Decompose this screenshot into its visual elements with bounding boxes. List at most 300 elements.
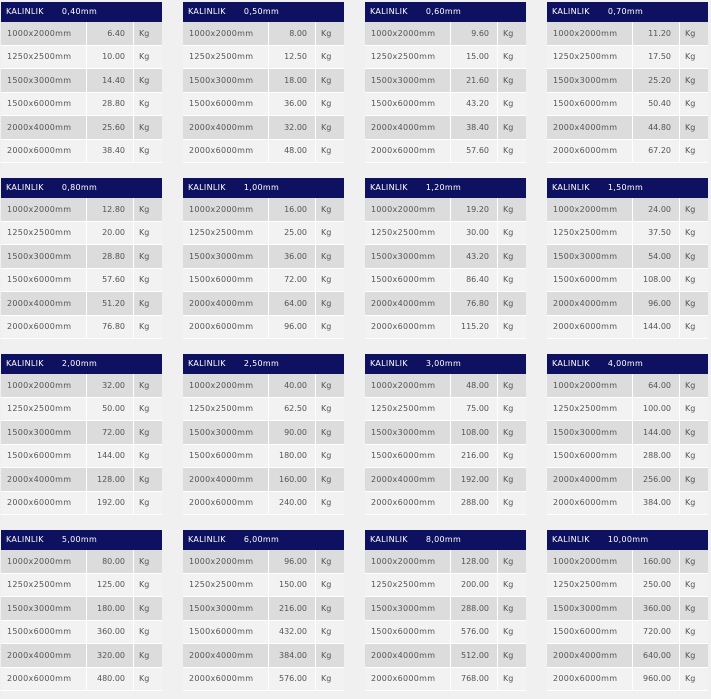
table-row [1, 292, 162, 316]
table-header [183, 178, 344, 198]
weight-value: 8.00 [269, 22, 316, 45]
weight-value: 180.00 [87, 597, 134, 620]
sheet-size: 1500x6000mm [547, 269, 633, 292]
table-row [365, 574, 526, 598]
header-label: KALINLIK [370, 535, 408, 544]
table-header [365, 2, 526, 22]
table-row [1, 468, 162, 492]
sheet-size: 2000x6000mm [547, 668, 633, 691]
weight-value: 25.20 [633, 69, 680, 92]
table-row [547, 445, 708, 469]
table-row [547, 398, 708, 422]
weight-value: 576.00 [269, 668, 316, 691]
weight-value: 76.80 [451, 292, 498, 315]
weight-unit: Kg [503, 322, 514, 332]
sheet-size: 1500x3000mm [547, 245, 633, 268]
weight-value: 10.00 [87, 46, 134, 69]
table-row [547, 116, 708, 140]
thickness-value: 5,00mm [61, 535, 98, 544]
sheet-size: 2000x6000mm [547, 140, 633, 163]
weight-value: 28.80 [87, 93, 134, 116]
weight-table [183, 178, 344, 339]
weight-value: 115.20 [451, 316, 498, 339]
sheet-size: 1250x2500mm [547, 398, 633, 421]
table-row [1, 374, 162, 398]
sheet-size: 1500x6000mm [365, 93, 451, 116]
sheet-size: 1500x3000mm [1, 69, 87, 92]
sheet-size: 2000x6000mm [1, 316, 87, 339]
table-row [365, 116, 526, 140]
weight-value: 32.00 [87, 374, 134, 397]
weight-unit: Kg [685, 404, 696, 414]
weight-value: 96.00 [269, 316, 316, 339]
table-header [365, 530, 526, 550]
weight-unit: Kg [321, 204, 332, 214]
weight-value: 360.00 [87, 621, 134, 644]
weight-value: 12.80 [87, 198, 134, 221]
table-row [183, 222, 344, 246]
table-row [547, 22, 708, 46]
weight-value: 32.00 [269, 116, 316, 139]
sheet-size: 1000x2000mm [547, 374, 633, 397]
weight-unit: Kg [503, 404, 514, 414]
weight-unit: Kg [321, 28, 332, 38]
weight-value: 108.00 [633, 269, 680, 292]
header-label: KALINLIK [6, 359, 44, 368]
weight-value: 17.50 [633, 46, 680, 69]
weight-unit: Kg [139, 404, 150, 414]
sheet-size: 2000x6000mm [365, 316, 451, 339]
table-row [183, 597, 344, 621]
weight-unit: Kg [321, 75, 332, 85]
table-header [183, 354, 344, 374]
sheet-size: 2000x4000mm [547, 292, 633, 315]
table-row [1, 668, 162, 692]
table-header [547, 530, 708, 550]
weight-value: 240.00 [269, 492, 316, 515]
table-row [183, 116, 344, 140]
weight-unit: Kg [139, 650, 150, 660]
table-row [183, 198, 344, 222]
thickness-value: 10,00mm [607, 535, 649, 544]
weight-value: 28.80 [87, 245, 134, 268]
sheet-size: 1000x2000mm [547, 198, 633, 221]
weight-unit: Kg [321, 404, 332, 414]
table-row [183, 93, 344, 117]
weight-unit: Kg [139, 99, 150, 109]
sheet-size: 1500x6000mm [183, 269, 269, 292]
table-row [1, 316, 162, 340]
weight-unit: Kg [139, 52, 150, 62]
thickness-value: 1,20mm [425, 183, 462, 192]
sheet-size: 2000x6000mm [183, 140, 269, 163]
weight-unit: Kg [685, 146, 696, 156]
weight-value: 25.00 [269, 222, 316, 245]
weight-table [183, 530, 344, 691]
table-row [547, 492, 708, 516]
weight-unit: Kg [685, 275, 696, 285]
sheet-size: 2000x6000mm [365, 492, 451, 515]
sheet-size: 1500x6000mm [1, 269, 87, 292]
weight-unit: Kg [139, 474, 150, 484]
thickness-value: 2,00mm [61, 359, 98, 368]
sheet-size: 1500x3000mm [183, 597, 269, 620]
weight-value: 192.00 [87, 492, 134, 515]
table-row [183, 421, 344, 445]
weight-unit: Kg [321, 474, 332, 484]
table-row [183, 445, 344, 469]
table-header [547, 2, 708, 22]
weight-unit: Kg [685, 556, 696, 566]
weight-unit: Kg [321, 650, 332, 660]
weight-unit: Kg [685, 427, 696, 437]
sheet-size: 1500x3000mm [365, 597, 451, 620]
weight-unit: Kg [321, 451, 332, 461]
header-label: KALINLIK [6, 7, 44, 16]
weight-value: 15.00 [451, 46, 498, 69]
weight-value: 288.00 [451, 597, 498, 620]
sheet-size: 1000x2000mm [547, 22, 633, 45]
weight-value: 360.00 [633, 597, 680, 620]
table-row [1, 621, 162, 645]
weight-unit: Kg [321, 52, 332, 62]
weight-unit: Kg [321, 322, 332, 332]
weight-value: 9.60 [451, 22, 498, 45]
thickness-value: 3,00mm [425, 359, 462, 368]
sheet-size: 2000x4000mm [1, 116, 87, 139]
table-row [547, 245, 708, 269]
weight-value: 72.00 [87, 421, 134, 444]
sheet-size: 1500x6000mm [1, 93, 87, 116]
weight-value: 150.00 [269, 574, 316, 597]
weight-value: 720.00 [633, 621, 680, 644]
sheet-size: 1500x6000mm [547, 445, 633, 468]
table-row [183, 550, 344, 574]
weight-value: 512.00 [451, 644, 498, 667]
table-row [1, 269, 162, 293]
table-row [365, 668, 526, 692]
table-row [183, 492, 344, 516]
weight-unit: Kg [139, 380, 150, 390]
table-row [365, 22, 526, 46]
weight-value: 16.00 [269, 198, 316, 221]
weight-unit: Kg [685, 298, 696, 308]
weight-value: 288.00 [633, 445, 680, 468]
weight-value: 11.20 [633, 22, 680, 45]
table-row [547, 374, 708, 398]
table-row [1, 574, 162, 598]
weight-table [365, 2, 526, 163]
table-row [547, 597, 708, 621]
weight-unit: Kg [503, 275, 514, 285]
table-row [1, 140, 162, 164]
weight-value: 144.00 [633, 316, 680, 339]
sheet-size: 1000x2000mm [183, 22, 269, 45]
weight-unit: Kg [321, 99, 332, 109]
weight-unit: Kg [503, 498, 514, 508]
weight-unit: Kg [685, 75, 696, 85]
table-row [183, 398, 344, 422]
weight-unit: Kg [685, 204, 696, 214]
table-row [1, 116, 162, 140]
sheet-size: 1250x2500mm [183, 574, 269, 597]
weight-unit: Kg [685, 380, 696, 390]
table-row [365, 550, 526, 574]
weight-unit: Kg [685, 498, 696, 508]
sheet-size: 1500x3000mm [183, 69, 269, 92]
weight-unit: Kg [321, 228, 332, 238]
table-row [547, 69, 708, 93]
weight-table [1, 354, 162, 515]
weight-unit: Kg [139, 322, 150, 332]
table-row [365, 46, 526, 70]
sheet-size: 1000x2000mm [183, 198, 269, 221]
table-row [1, 245, 162, 269]
weight-value: 108.00 [451, 421, 498, 444]
weight-value: 192.00 [451, 468, 498, 491]
weight-unit: Kg [503, 627, 514, 637]
weight-value: 18.00 [269, 69, 316, 92]
table-row [365, 245, 526, 269]
table-row [547, 292, 708, 316]
table-row [365, 269, 526, 293]
weight-value: 36.00 [269, 245, 316, 268]
weight-value: 432.00 [269, 621, 316, 644]
sheet-size: 2000x6000mm [1, 140, 87, 163]
weight-unit: Kg [503, 603, 514, 613]
weight-unit: Kg [321, 298, 332, 308]
table-row [183, 46, 344, 70]
sheet-size: 1000x2000mm [1, 374, 87, 397]
table-row [365, 398, 526, 422]
sheet-size: 1000x2000mm [547, 550, 633, 573]
table-row [183, 292, 344, 316]
weight-value: 96.00 [269, 550, 316, 573]
weight-unit: Kg [139, 228, 150, 238]
thickness-value: 0,80mm [61, 183, 98, 192]
weight-table [547, 530, 708, 691]
weight-table [365, 178, 526, 339]
thickness-value: 1,00mm [243, 183, 280, 192]
weight-unit: Kg [685, 251, 696, 261]
weight-unit: Kg [503, 674, 514, 684]
weight-value: 216.00 [269, 597, 316, 620]
table-row [365, 374, 526, 398]
weight-value: 80.00 [87, 550, 134, 573]
weight-unit: Kg [139, 427, 150, 437]
sheet-size: 1500x3000mm [1, 245, 87, 268]
sheet-size: 2000x4000mm [365, 292, 451, 315]
sheet-size: 1000x2000mm [1, 22, 87, 45]
weight-unit: Kg [503, 251, 514, 261]
table-header [365, 178, 526, 198]
sheet-size: 1500x6000mm [547, 93, 633, 116]
sheet-size: 2000x4000mm [1, 292, 87, 315]
weight-unit: Kg [685, 580, 696, 590]
weight-unit: Kg [685, 228, 696, 238]
weight-value: 20.00 [87, 222, 134, 245]
table-row [1, 69, 162, 93]
table-row [365, 468, 526, 492]
table-row [365, 644, 526, 668]
table-row [547, 140, 708, 164]
weight-unit: Kg [503, 99, 514, 109]
weight-unit: Kg [503, 650, 514, 660]
sheet-size: 1500x6000mm [1, 445, 87, 468]
table-row [183, 316, 344, 340]
weight-unit: Kg [685, 99, 696, 109]
weight-unit: Kg [685, 322, 696, 332]
sheet-size: 1250x2500mm [547, 222, 633, 245]
table-row [365, 597, 526, 621]
weight-table [547, 354, 708, 515]
weight-unit: Kg [685, 650, 696, 660]
weight-unit: Kg [503, 556, 514, 566]
weight-table [365, 354, 526, 515]
weight-unit: Kg [503, 474, 514, 484]
weight-unit: Kg [503, 298, 514, 308]
thickness-value: 6,00mm [243, 535, 280, 544]
table-row [547, 198, 708, 222]
thickness-value: 0,50mm [243, 7, 280, 16]
table-header [547, 178, 708, 198]
table-row [183, 668, 344, 692]
table-row [547, 468, 708, 492]
sheet-size: 2000x4000mm [183, 468, 269, 491]
weight-value: 40.00 [269, 374, 316, 397]
weight-unit: Kg [139, 75, 150, 85]
header-label: KALINLIK [552, 535, 590, 544]
weight-value: 144.00 [633, 421, 680, 444]
table-row [365, 292, 526, 316]
weight-unit: Kg [321, 380, 332, 390]
table-row [1, 421, 162, 445]
sheet-size: 1000x2000mm [1, 550, 87, 573]
sheet-size: 2000x6000mm [183, 316, 269, 339]
table-row [365, 421, 526, 445]
sheet-size: 1500x6000mm [183, 621, 269, 644]
sheet-size: 1250x2500mm [1, 222, 87, 245]
thickness-value: 8,00mm [425, 535, 462, 544]
sheet-size: 1500x3000mm [365, 245, 451, 268]
sheet-size: 1250x2500mm [1, 398, 87, 421]
weight-value: 54.00 [633, 245, 680, 268]
sheet-size: 1250x2500mm [1, 574, 87, 597]
thickness-value: 2,50mm [243, 359, 280, 368]
table-row [547, 269, 708, 293]
weight-value: 50.00 [87, 398, 134, 421]
table-row [1, 46, 162, 70]
table-row [365, 492, 526, 516]
weight-table [1, 2, 162, 163]
thickness-value: 0,70mm [607, 7, 644, 16]
sheet-size: 2000x4000mm [365, 468, 451, 491]
sheet-size: 2000x4000mm [183, 644, 269, 667]
header-label: KALINLIK [6, 183, 44, 192]
weight-table [547, 178, 708, 339]
weight-value: 57.60 [451, 140, 498, 163]
table-row [547, 421, 708, 445]
weight-value: 43.20 [451, 93, 498, 116]
table-row [1, 445, 162, 469]
weight-unit: Kg [685, 122, 696, 132]
weight-value: 256.00 [633, 468, 680, 491]
sheet-size: 2000x4000mm [1, 644, 87, 667]
table-row [547, 550, 708, 574]
weight-value: 768.00 [451, 668, 498, 691]
weight-value: 43.20 [451, 245, 498, 268]
sheet-size: 1500x6000mm [1, 621, 87, 644]
weight-unit: Kg [321, 627, 332, 637]
weight-unit: Kg [503, 228, 514, 238]
weight-value: 384.00 [269, 644, 316, 667]
weight-unit: Kg [139, 146, 150, 156]
sheet-size: 2000x6000mm [547, 316, 633, 339]
table-row [547, 621, 708, 645]
weight-unit: Kg [139, 556, 150, 566]
table-row [1, 492, 162, 516]
sheet-size: 2000x6000mm [183, 668, 269, 691]
weight-value: 384.00 [633, 492, 680, 515]
weight-unit: Kg [139, 580, 150, 590]
sheet-size: 1500x3000mm [547, 421, 633, 444]
weight-value: 57.60 [87, 269, 134, 292]
weight-unit: Kg [503, 580, 514, 590]
weight-unit: Kg [139, 251, 150, 261]
sheet-size: 1250x2500mm [365, 46, 451, 69]
table-row [183, 22, 344, 46]
sheet-size: 1250x2500mm [183, 46, 269, 69]
sheet-size: 2000x4000mm [1, 468, 87, 491]
weight-table [1, 530, 162, 691]
sheet-size: 2000x4000mm [365, 116, 451, 139]
sheet-size: 1500x6000mm [365, 445, 451, 468]
weight-unit: Kg [321, 556, 332, 566]
sheet-size: 1500x3000mm [547, 69, 633, 92]
weight-unit: Kg [321, 427, 332, 437]
weight-unit: Kg [139, 298, 150, 308]
table-row [1, 644, 162, 668]
weight-value: 96.00 [633, 292, 680, 315]
weight-unit: Kg [503, 451, 514, 461]
table-row [183, 140, 344, 164]
weight-unit: Kg [139, 627, 150, 637]
sheet-size: 2000x4000mm [547, 116, 633, 139]
table-row [547, 644, 708, 668]
sheet-size: 1250x2500mm [365, 398, 451, 421]
weight-value: 86.40 [451, 269, 498, 292]
table-row [1, 398, 162, 422]
table-row [1, 93, 162, 117]
weight-value: 320.00 [87, 644, 134, 667]
sheet-size: 1500x3000mm [1, 421, 87, 444]
sheet-size: 1500x6000mm [547, 621, 633, 644]
weight-unit: Kg [685, 28, 696, 38]
weight-value: 24.00 [633, 198, 680, 221]
weight-value: 64.00 [633, 374, 680, 397]
weight-unit: Kg [321, 580, 332, 590]
thickness-value: 0,40mm [61, 7, 98, 16]
weight-value: 144.00 [87, 445, 134, 468]
table-row [365, 222, 526, 246]
table-row [547, 574, 708, 598]
weight-unit: Kg [503, 427, 514, 437]
sheet-size: 1250x2500mm [365, 222, 451, 245]
weight-value: 48.00 [269, 140, 316, 163]
table-row [547, 93, 708, 117]
table-row [365, 69, 526, 93]
weight-value: 25.60 [87, 116, 134, 139]
